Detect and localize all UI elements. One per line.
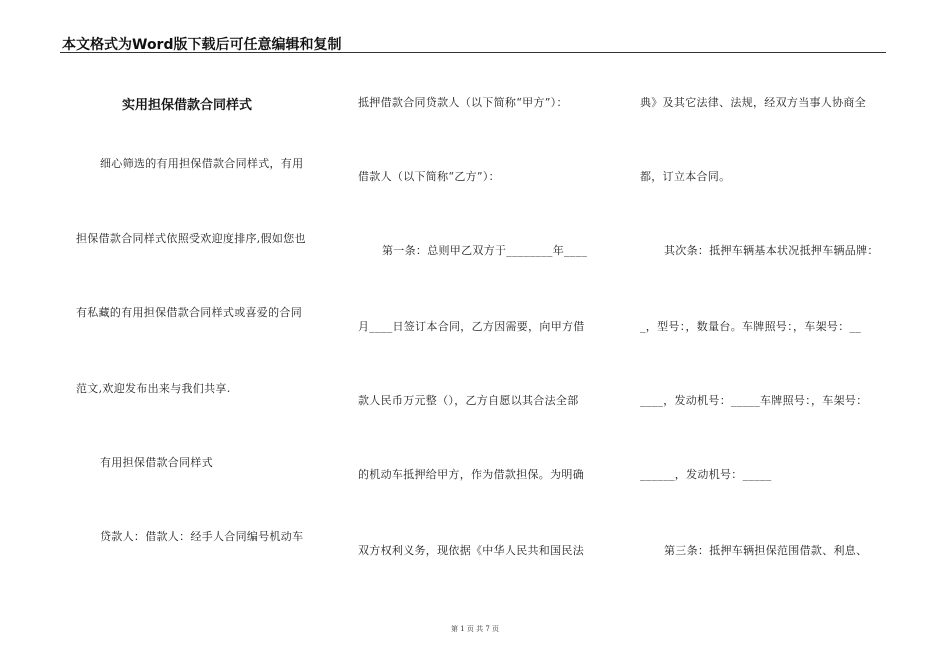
document-title: 实用担保借款合同样式 <box>122 98 253 113</box>
paragraph-line: 双方权利义务，现依据《中华人民共和国民法 <box>358 544 584 557</box>
paragraph-line: 贷款人：借款人：经手人合同编号机动车 <box>100 530 304 543</box>
paragraph-line: 有私藏的有用担保借款合同样式或喜爱的合同 <box>76 306 302 319</box>
top-banner: 本文格式为Word版下载后可任意编辑和复制 <box>62 37 342 53</box>
paragraph-line: 借款人（以下简称“乙方”）： <box>358 170 500 183</box>
section-heading: 有用担保借款合同样式 <box>100 456 213 469</box>
clause-line: 第一条：总则甲乙双方于________年____ <box>382 244 588 257</box>
paragraph-line: ____，发动机号：_____车牌照号：，车架号： <box>640 394 868 407</box>
paragraph-line: 细心筛选的有用担保借款合同样式，有用 <box>100 157 304 170</box>
paragraph-line: _，型号：，数量台。车牌照号：，车架号：__ <box>640 320 862 333</box>
paragraph-line: 的机动车抵押给甲方，作为借款担保。为明确 <box>358 468 584 481</box>
clause-line: 其次条：抵押车辆基本状况抵押车辆品牌： <box>664 244 879 257</box>
paragraph-line: 担保借款合同样式依照受欢迎度排序,假如您也 <box>76 232 306 245</box>
header-rule <box>60 52 886 53</box>
clause-line: 第三条：抵押车辆担保范围借款、利息、 <box>664 544 868 557</box>
paragraph-line: 月____日签订本合同，乙方因需要，向甲方借 <box>358 320 585 333</box>
paragraph-line: 款人民币万元整（），乙方自愿以其合法全部 <box>358 394 579 407</box>
paragraph-line: 抵押借款合同贷款人（以下简称“甲方”）： <box>358 96 568 109</box>
paragraph-line: 范文,欢迎发布出来与我们共享. <box>76 382 231 395</box>
page-number: 第 1 页 共 7 页 <box>450 625 500 633</box>
paragraph-line: ______，发动机号：_____ <box>640 468 772 481</box>
paragraph-line: 典》及其它法律、法规，经双方当事人协商全 <box>640 96 866 109</box>
paragraph-line: 都，订立本合同。 <box>640 170 731 183</box>
